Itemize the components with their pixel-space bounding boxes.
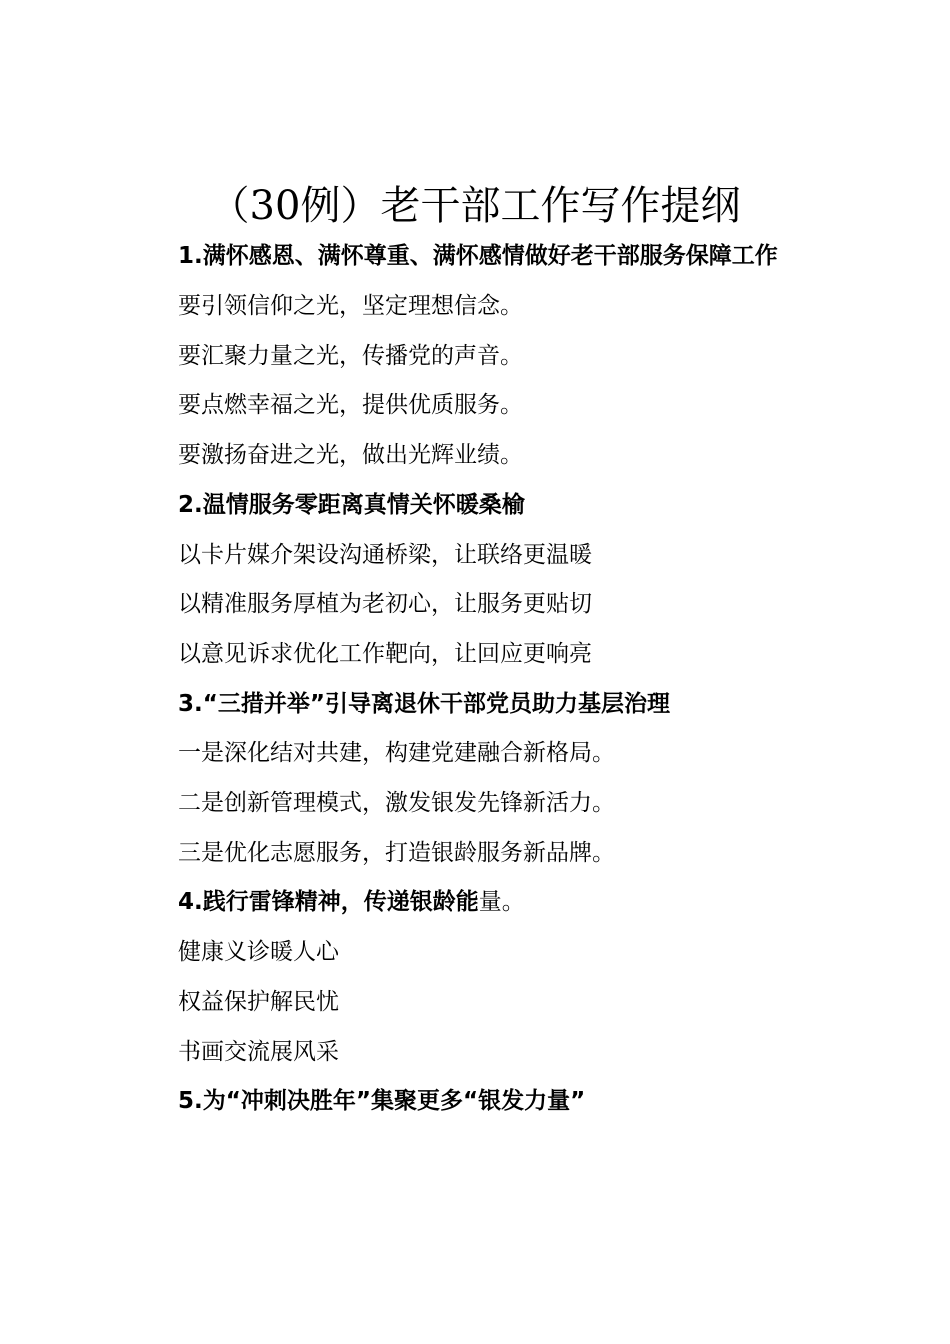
list-item: 要引领信仰之光，坚定理想信念。 — [178, 293, 523, 319]
list-item: 一是深化结对共建，构建党建融合新格局。 — [178, 740, 615, 767]
section-heading: 2.温情服务零距离真情关怀暖桑榆 — [178, 491, 525, 518]
list-item: 要激扬奋进之光，做出光辉业绩。 — [178, 442, 523, 469]
list-item: 以意见诉求优化工作靶向，让回应更响亮 — [178, 640, 592, 667]
list-item: 要汇聚力量之光，传播党的声音。 — [178, 342, 523, 369]
list-item: 要点燃幸福之光，提供优质服务。 — [178, 392, 523, 419]
section-heading-text: 4.践行雷锋精神，传递银龄能 — [178, 889, 479, 916]
list-item: 权益保护解民忧 — [178, 988, 339, 1015]
list-item: 二是创新管理模式，激发银发先锋新活力。 — [178, 790, 615, 817]
section-heading: 3.“三措并举”引导离退休干部党员助力基层治理 — [178, 690, 670, 717]
document-title: （30例）老干部工作写作提纲 — [209, 183, 741, 229]
list-item: 三是优化志愿服务，打造银龄服务新品牌。 — [178, 839, 615, 866]
list-item: 以卡片媒介架设沟通桥梁，让联络更温暖 — [178, 541, 592, 568]
list-item: 健康义诊暖人心 — [178, 939, 339, 966]
document-body — [128, 230, 844, 1127]
section-heading: 5.为“冲刺决胜年”集聚更多“银发力量” — [178, 1088, 586, 1115]
section-heading — [128, 878, 844, 928]
list-item: 以精准服务厚植为老初心，让服务更贴切 — [178, 591, 592, 618]
section-heading: 1.满怀感恩、满怀尊重、满怀感情做好老干部服务保障工作 — [178, 243, 778, 269]
section-heading-tail: 量。 — [478, 889, 525, 916]
list-item: 书画交流展风采 — [178, 1038, 339, 1065]
